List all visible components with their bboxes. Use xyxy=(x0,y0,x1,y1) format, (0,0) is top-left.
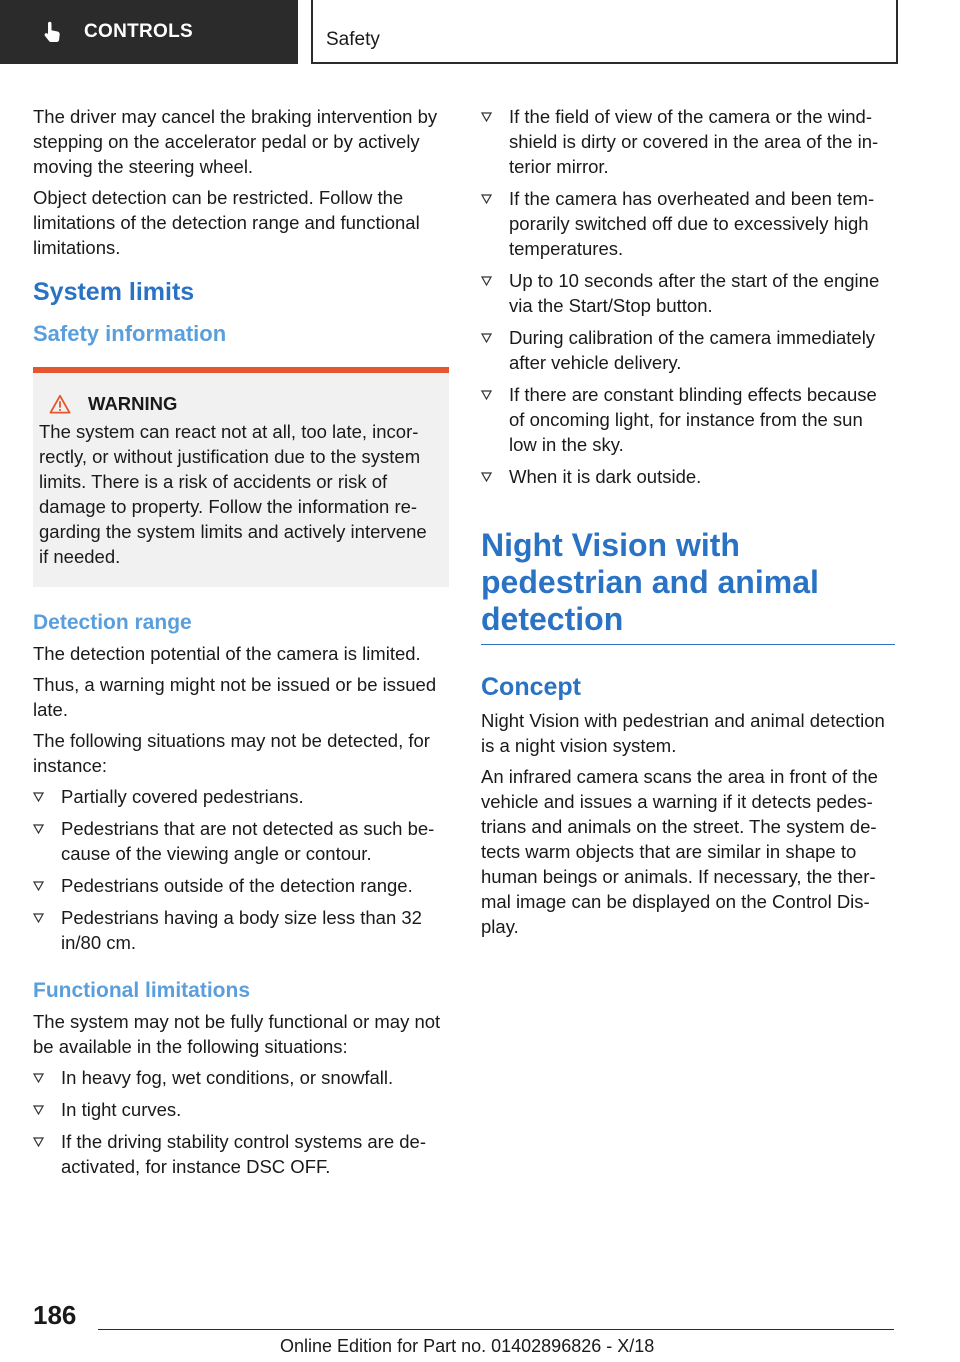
detection-list xyxy=(33,784,449,955)
list-item xyxy=(481,464,895,489)
paragraph: The driver may cancel the braking intervention by stepping on the accelerator pedal or by actively moving the steering wheel. xyxy=(33,106,438,177)
list-item-text: In tight curves. xyxy=(61,1099,182,1120)
heading-functional-limitations: Functional limitations xyxy=(33,979,251,1002)
list-item xyxy=(33,1065,449,1090)
list-item xyxy=(33,1129,449,1179)
edition-text: Online Edition for Part no. 01402896826 - X/18 xyxy=(280,1336,655,1356)
list-item xyxy=(33,816,449,866)
left-column xyxy=(33,104,449,1186)
list-item-text: Partially covered pedestrians. xyxy=(61,786,304,807)
list-item-text: Pedestrians having a body size less than 32 in/80 cm. xyxy=(61,907,422,953)
list-item-text: Pedestrians outside of the detection range. xyxy=(61,875,413,896)
warning-text: The system can react not at all, too late, incorrectly, or without justification due to the system limits. There is a risk of accidents or risk of damage to property. Follow the information regarding the system limits and actively intervene if needed. xyxy=(39,421,427,567)
list-item-text: During calibration of the camera immediately after vehicle delivery. xyxy=(509,327,876,373)
right-column xyxy=(481,104,895,945)
warning-label: WARNING xyxy=(88,393,178,414)
list-item-text: If the field of view of the camera or the windshield is dirty or covered in the area of the interior mirror. xyxy=(509,106,879,177)
heading-system-limits: System limits xyxy=(33,278,195,306)
footer-divider xyxy=(98,1329,894,1330)
warning-triangle-icon xyxy=(49,394,71,414)
functional-list-continued xyxy=(481,104,895,489)
heading-night-vision: Night Vision with pedestrian and animal detection xyxy=(481,527,895,645)
triangle-bullet-icon xyxy=(481,333,492,343)
triangle-bullet-icon xyxy=(33,913,44,923)
list-item-text: If the driving stability control systems are deactivated, for instance DSC OFF. xyxy=(61,1131,427,1177)
triangle-bullet-icon xyxy=(481,472,492,482)
triangle-bullet-icon xyxy=(33,1073,44,1083)
section-tab-label: CONTROLS xyxy=(84,21,194,42)
heading-detection-range: Detection range xyxy=(33,611,192,634)
list-item xyxy=(481,382,895,457)
warning-header xyxy=(39,393,441,415)
chapter-header xyxy=(311,0,898,64)
paragraph: The following situations may not be detected, for instance: xyxy=(33,730,430,776)
list-item xyxy=(33,905,449,955)
list-item-text: If there are constant blinding effects because of oncoming light, for instance from the sun low in the sky. xyxy=(509,384,877,455)
list-item xyxy=(481,268,895,318)
triangle-bullet-icon xyxy=(481,276,492,286)
heading-concept: Concept xyxy=(481,673,581,701)
section-tab xyxy=(0,0,298,64)
list-item xyxy=(33,1097,449,1122)
triangle-bullet-icon xyxy=(481,390,492,400)
triangle-bullet-icon xyxy=(481,112,492,122)
paragraph: An infrared camera scans the area in front of the vehicle and issues a warning if it detects pedestrians and animals on the street. The system detects warm objects that are similar in shape to human beings or animals. If necessary, the thermal image can be displayed on the Control Display. xyxy=(481,766,878,937)
triangle-bullet-icon xyxy=(33,824,44,834)
list-item xyxy=(481,186,895,261)
list-item xyxy=(33,873,449,898)
list-item-text: If the camera has overheated and been temporarily switched off due to excessively high temperatures. xyxy=(509,188,875,259)
triangle-bullet-icon xyxy=(33,1105,44,1115)
list-item xyxy=(33,784,449,809)
heading-safety-information: Safety information xyxy=(33,321,227,346)
warning-box xyxy=(33,367,449,587)
paragraph: The system may not be fully functional or may not be available in the following situations: xyxy=(33,1011,441,1057)
paragraph: Night Vision with pedestrian and animal detection is a night vision system. xyxy=(481,710,885,756)
list-item-text: When it is dark outside. xyxy=(509,466,702,487)
paragraph: Object detection can be restricted. Follow the limitations of the detection range and functional limitations. xyxy=(33,187,420,258)
triangle-bullet-icon xyxy=(33,1137,44,1147)
hand-pointer-icon xyxy=(40,19,66,45)
functional-list xyxy=(33,1065,449,1179)
list-item-text: Up to 10 seconds after the start of the engine via the Start/Stop button. xyxy=(509,270,880,316)
paragraph: Thus, a warning might not be issued or be issued late. xyxy=(33,674,437,720)
triangle-bullet-icon xyxy=(33,792,44,802)
triangle-bullet-icon xyxy=(481,194,492,204)
list-item xyxy=(481,325,895,375)
triangle-bullet-icon xyxy=(33,881,44,891)
paragraph: The detection potential of the camera is limited. xyxy=(33,643,421,664)
list-item-text: In heavy fog, wet conditions, or snowfall. xyxy=(61,1067,394,1088)
list-item-text: Pedestrians that are not detected as such because of the viewing angle or contour. xyxy=(61,818,435,864)
page-number: 186 xyxy=(33,1300,77,1330)
chapter-title: Safety xyxy=(326,29,380,50)
list-item xyxy=(481,104,895,179)
